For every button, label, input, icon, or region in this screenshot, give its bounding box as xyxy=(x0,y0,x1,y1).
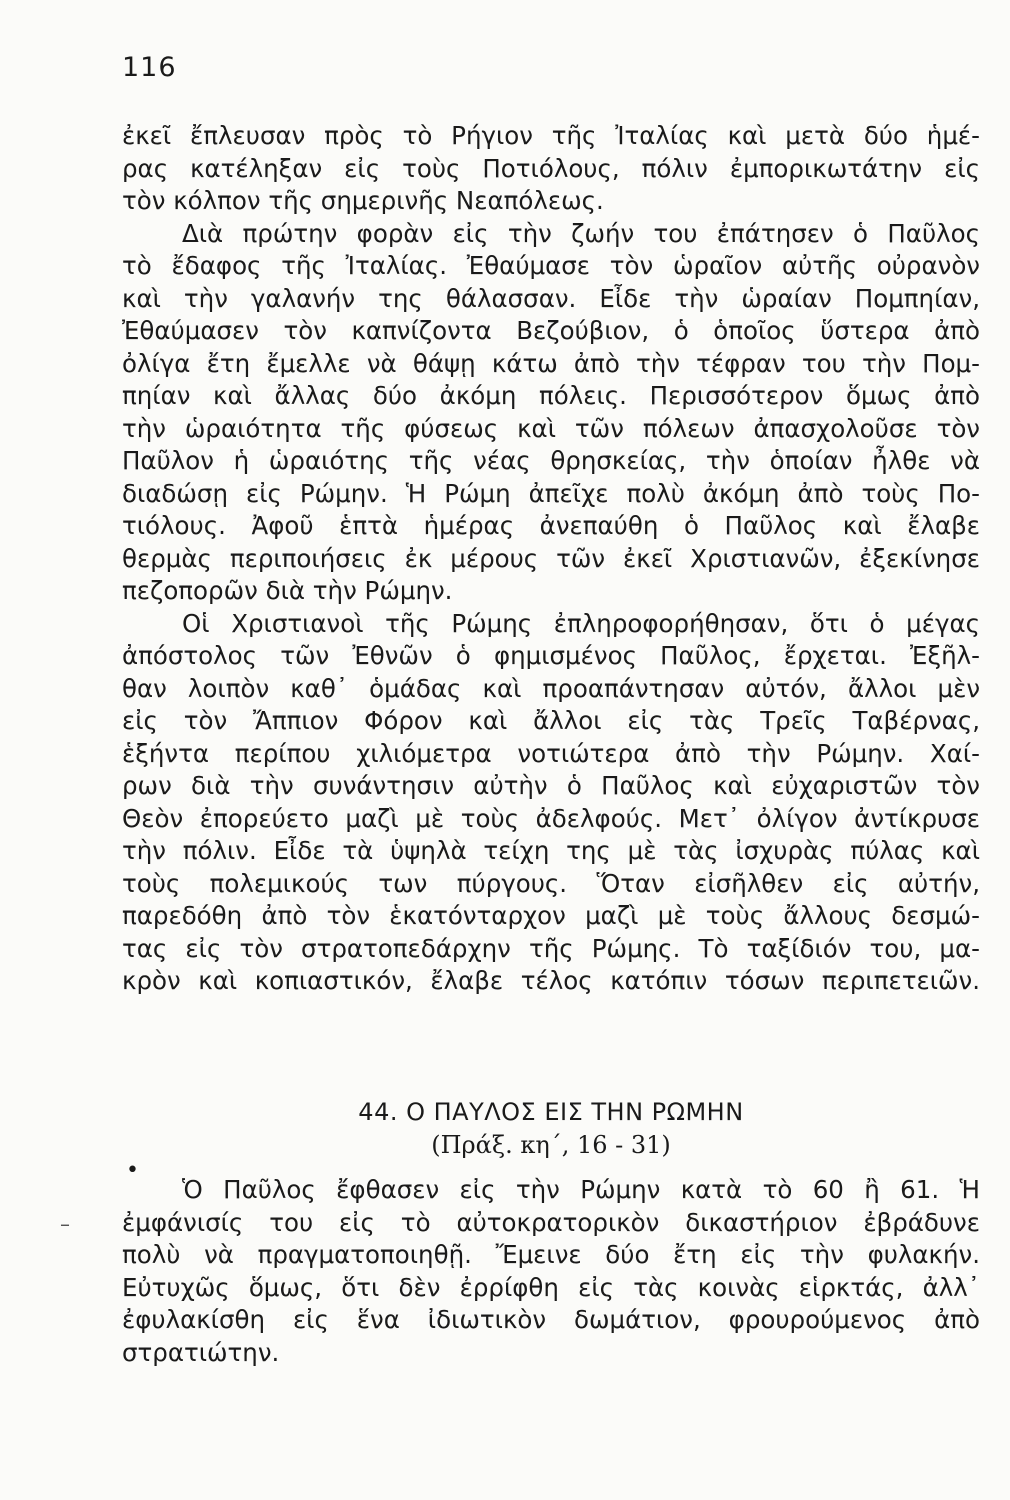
text-line: ρας κατέληξαν εἰς τοὺς Ποτιόλους, πόλιν ἐμπορικωτάτην εἰς xyxy=(122,153,980,183)
text-line: τας εἰς τὸν στρατοπεδάρχην τῆς Ρώμης. Τὸ ταξίδιόν του, μα- xyxy=(122,933,980,963)
text-line: ἑξήντα περίπου χιλιόμετρα νοτιώτερα ἀπὸ τὴν Ρώμην. Χαί- xyxy=(122,738,980,768)
text-line: κρὸν καὶ κοπιαστικόν, ἔλαβε τέλος κατόπιν τόσων περιπετειῶν. xyxy=(122,966,980,995)
text-line: στρατιώτην. xyxy=(122,1337,280,1367)
text-line: τοὺς πολεμικούς των πύργους. Ὅταν εἰσῆλθεν εἰς αὐτήν, xyxy=(122,868,980,898)
text-line: Εὐτυχῶς ὅμως, ὅτι δὲν ἐρρίφθη εἰς τὰς κοινὰς εἱρκτάς, ἀλλ᾽ xyxy=(122,1272,980,1302)
text-line: ἐκεῖ ἔπλευσαν πρὸς τὸ Ρήγιον τῆς Ἰταλίας καὶ μετὰ δύο ἡμέ- xyxy=(122,121,980,150)
text-line: Παῦλον ἡ ὡραιότης τῆς νέας θρησκείας, τὴν ὁποίαν ἦλθε νὰ xyxy=(122,446,980,475)
page-number: 116 xyxy=(122,52,177,83)
text-line: διαδώσῃ εἰς Ρώμην. Ἡ Ρώμη ἀπεῖχε πολὺ ἀκόμη ἀπὸ τοὺς Πο- xyxy=(122,478,980,508)
text-line: ρων διὰ τὴν συνάντησιν αὐτὴν ὁ Παῦλος καὶ εὐχαριστῶν τὸν xyxy=(122,771,980,800)
text-line: τὸν κόλπον τῆς σημερινῆς Νεαπόλεως. xyxy=(122,186,604,215)
text-line: Ὁ Παῦλος ἔφθασεν εἰς τὴν Ρώμην κατὰ τὸ 60 ἢ 61. Ἡ xyxy=(182,1175,980,1204)
section-body-text xyxy=(122,1174,980,1369)
text-line: θαν λοιπὸν καθ᾽ ὁμάδας καὶ προαπάντησαν αὐτόν, ἄλλοι μὲν xyxy=(122,673,980,703)
text-line: τιόλους. Ἀφοῦ ἑπτὰ ἡμέρας ἀνεπαύθη ὁ Παῦλος καὶ ἔλαβε xyxy=(122,511,980,540)
margin-dot: • xyxy=(126,1158,139,1183)
text-line: πεζοπορῶν διὰ τὴν Ρώμην. xyxy=(122,576,453,605)
text-line: εἰς τὸν Ἄππιον Φόρον καὶ ἄλλοι εἰς τὰς Τρεῖς Ταβέρνας, xyxy=(122,706,980,735)
text-line: Ἐθαύμασεν τὸν καπνίζοντα Βεζούβιον, ὁ ὁποῖος ὕστερα ἀπὸ xyxy=(122,316,980,345)
text-line: πηίαν καὶ ἄλλας δύο ἀκόμη πόλεις. Περισσότερον ὅμως ἀπὸ xyxy=(122,381,980,410)
text-line: παρεδόθη ἀπὸ τὸν ἑκατόνταρχον μαζὶ μὲ τοὺς ἄλλους δεσμώ- xyxy=(122,901,980,930)
text-line: ἐμφάνισίς του εἰς τὸ αὐτοκρατορικὸν δικαστήριον ἐβράδυνε xyxy=(122,1207,980,1237)
text-line: ἐφυλακίσθη εἰς ἕνα ἰδιωτικὸν δωμάτιον, φρουρούμενος ἀπὸ xyxy=(122,1305,980,1334)
section-title: 44. Ο ΠΑΥΛΟΣ ΕΙΣ ΤΗΝ ΡΩΜΗΝ xyxy=(358,1098,744,1126)
text-line: πολὺ νὰ πραγματοποιηθῇ. Ἔμεινε δύο ἔτη εἰς τὴν φυλακήν. xyxy=(122,1240,980,1269)
text-line: ὀλίγα ἔτη ἔμελλε νὰ θάψῃ κάτω ἀπὸ τὴν τέφραν του τὴν Πομ- xyxy=(122,348,980,378)
text-line: Θεὸν ἐπορεύετο μαζὶ μὲ τοὺς ἀδελφούς. Μετ᾽ ὀλίγον ἀντίκρυσε xyxy=(122,803,980,833)
section-reference: (Πράξ. κη΄, 16 - 31) xyxy=(431,1131,671,1159)
text-line: τὴν ὡραιότητα τῆς φύσεως καὶ τῶν πόλεων ἀπασχολοῦσε τὸν xyxy=(122,413,980,443)
body-text xyxy=(122,120,980,998)
text-line: Διὰ πρώτην φορὰν εἰς τὴν ζωήν του ἐπάτησεν ὁ Παῦλος xyxy=(182,218,980,248)
text-line: τὴν πόλιν. Εἶδε τὰ ὑψηλὰ τείχη της μὲ τὰς ἰσχυρὰς πύλας καὶ xyxy=(122,836,980,865)
text-line: Οἱ Χριστιανοὶ τῆς Ρώμης ἐπληροφορήθησαν, ὅτι ὁ μέγας xyxy=(182,608,980,638)
text-line: ἀπόστολος τῶν Ἐθνῶν ὁ φημισμένος Παῦλος, ἔρχεται. Ἐξῆλ- xyxy=(122,641,980,670)
margin-dash: – xyxy=(60,1212,70,1236)
text-line: τὸ ἔδαφος τῆς Ἰταλίας. Ἐθαύμασε τὸν ὡραῖον αὐτῆς οὐρανὸν xyxy=(122,251,980,280)
text-line: θερμὰς περιποιήσεις ἐκ μέρους τῶν ἐκεῖ Χριστιανῶν, ἐξεκίνησε xyxy=(122,543,980,573)
text-line: καὶ τὴν γαλανήν της θάλασσαν. Εἶδε τὴν ὡραίαν Πομπηίαν, xyxy=(122,283,980,313)
